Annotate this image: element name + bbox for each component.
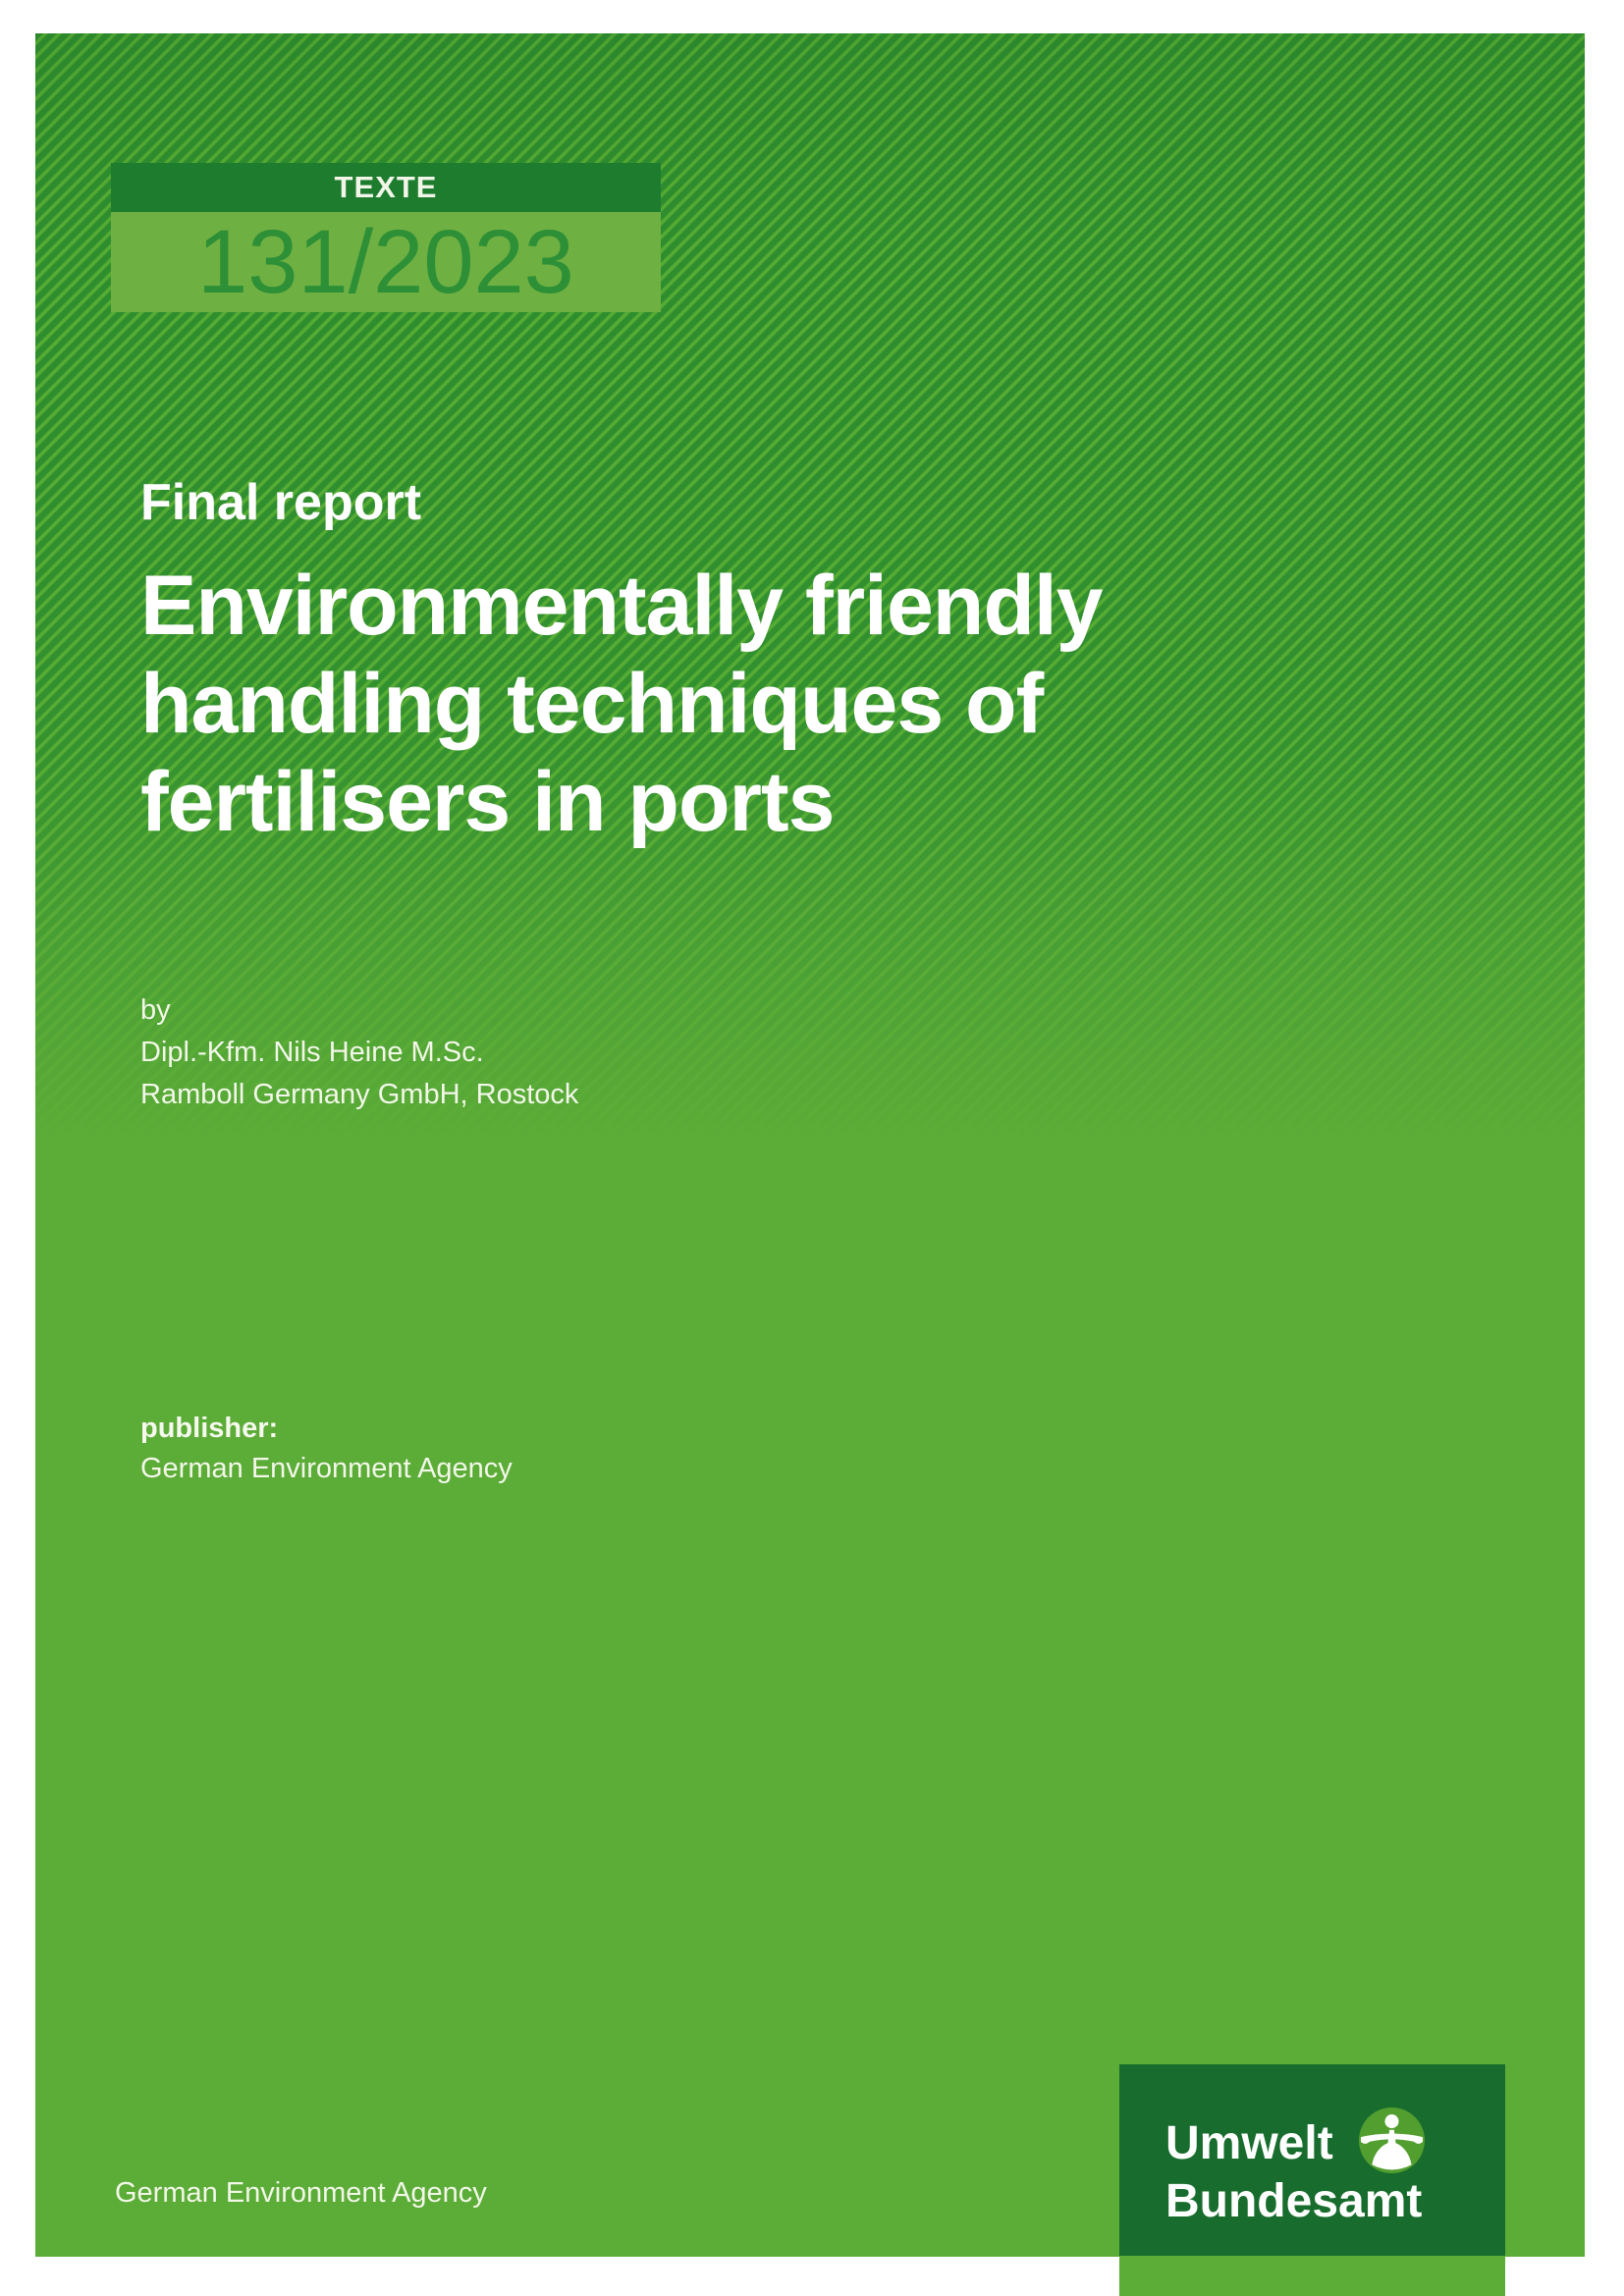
uba-logo — [1119, 2064, 1505, 2256]
cover-page — [35, 33, 1585, 2257]
title-line-1: Environmentally friendly — [140, 559, 1103, 653]
series-label: TEXTE — [334, 170, 438, 204]
title-line-3: fertilisers in ports — [140, 755, 835, 849]
footer-agency-text: German Environment Agency — [115, 2177, 487, 2209]
publisher-block — [140, 1409, 513, 1489]
author-organization: Ramboll Germany GmbH, Rostock — [140, 1079, 579, 1110]
uba-person-icon — [1359, 2108, 1425, 2173]
by-label: by — [140, 994, 171, 1026]
report-title — [140, 557, 1103, 851]
uba-logo-text — [1165, 2113, 1425, 2229]
logo-bottom-tab — [1119, 2256, 1505, 2296]
author-name: Dipl.-Kfm. Nils Heine M.Sc. — [140, 1037, 484, 1068]
report-type-label: Final report — [140, 474, 422, 531]
issue-number: 131/2023 — [197, 212, 574, 312]
byline-block — [140, 989, 578, 1116]
title-line-2: handling techniques of — [140, 657, 1044, 751]
publisher-name: German Environment Agency — [140, 1453, 513, 1484]
logo-word-bundesamt: Bundesamt — [1165, 2175, 1423, 2227]
series-banner — [111, 163, 661, 212]
logo-word-umwelt: Umwelt — [1165, 2117, 1333, 2169]
issue-box — [111, 212, 661, 312]
publisher-label: publisher: — [140, 1413, 279, 1444]
